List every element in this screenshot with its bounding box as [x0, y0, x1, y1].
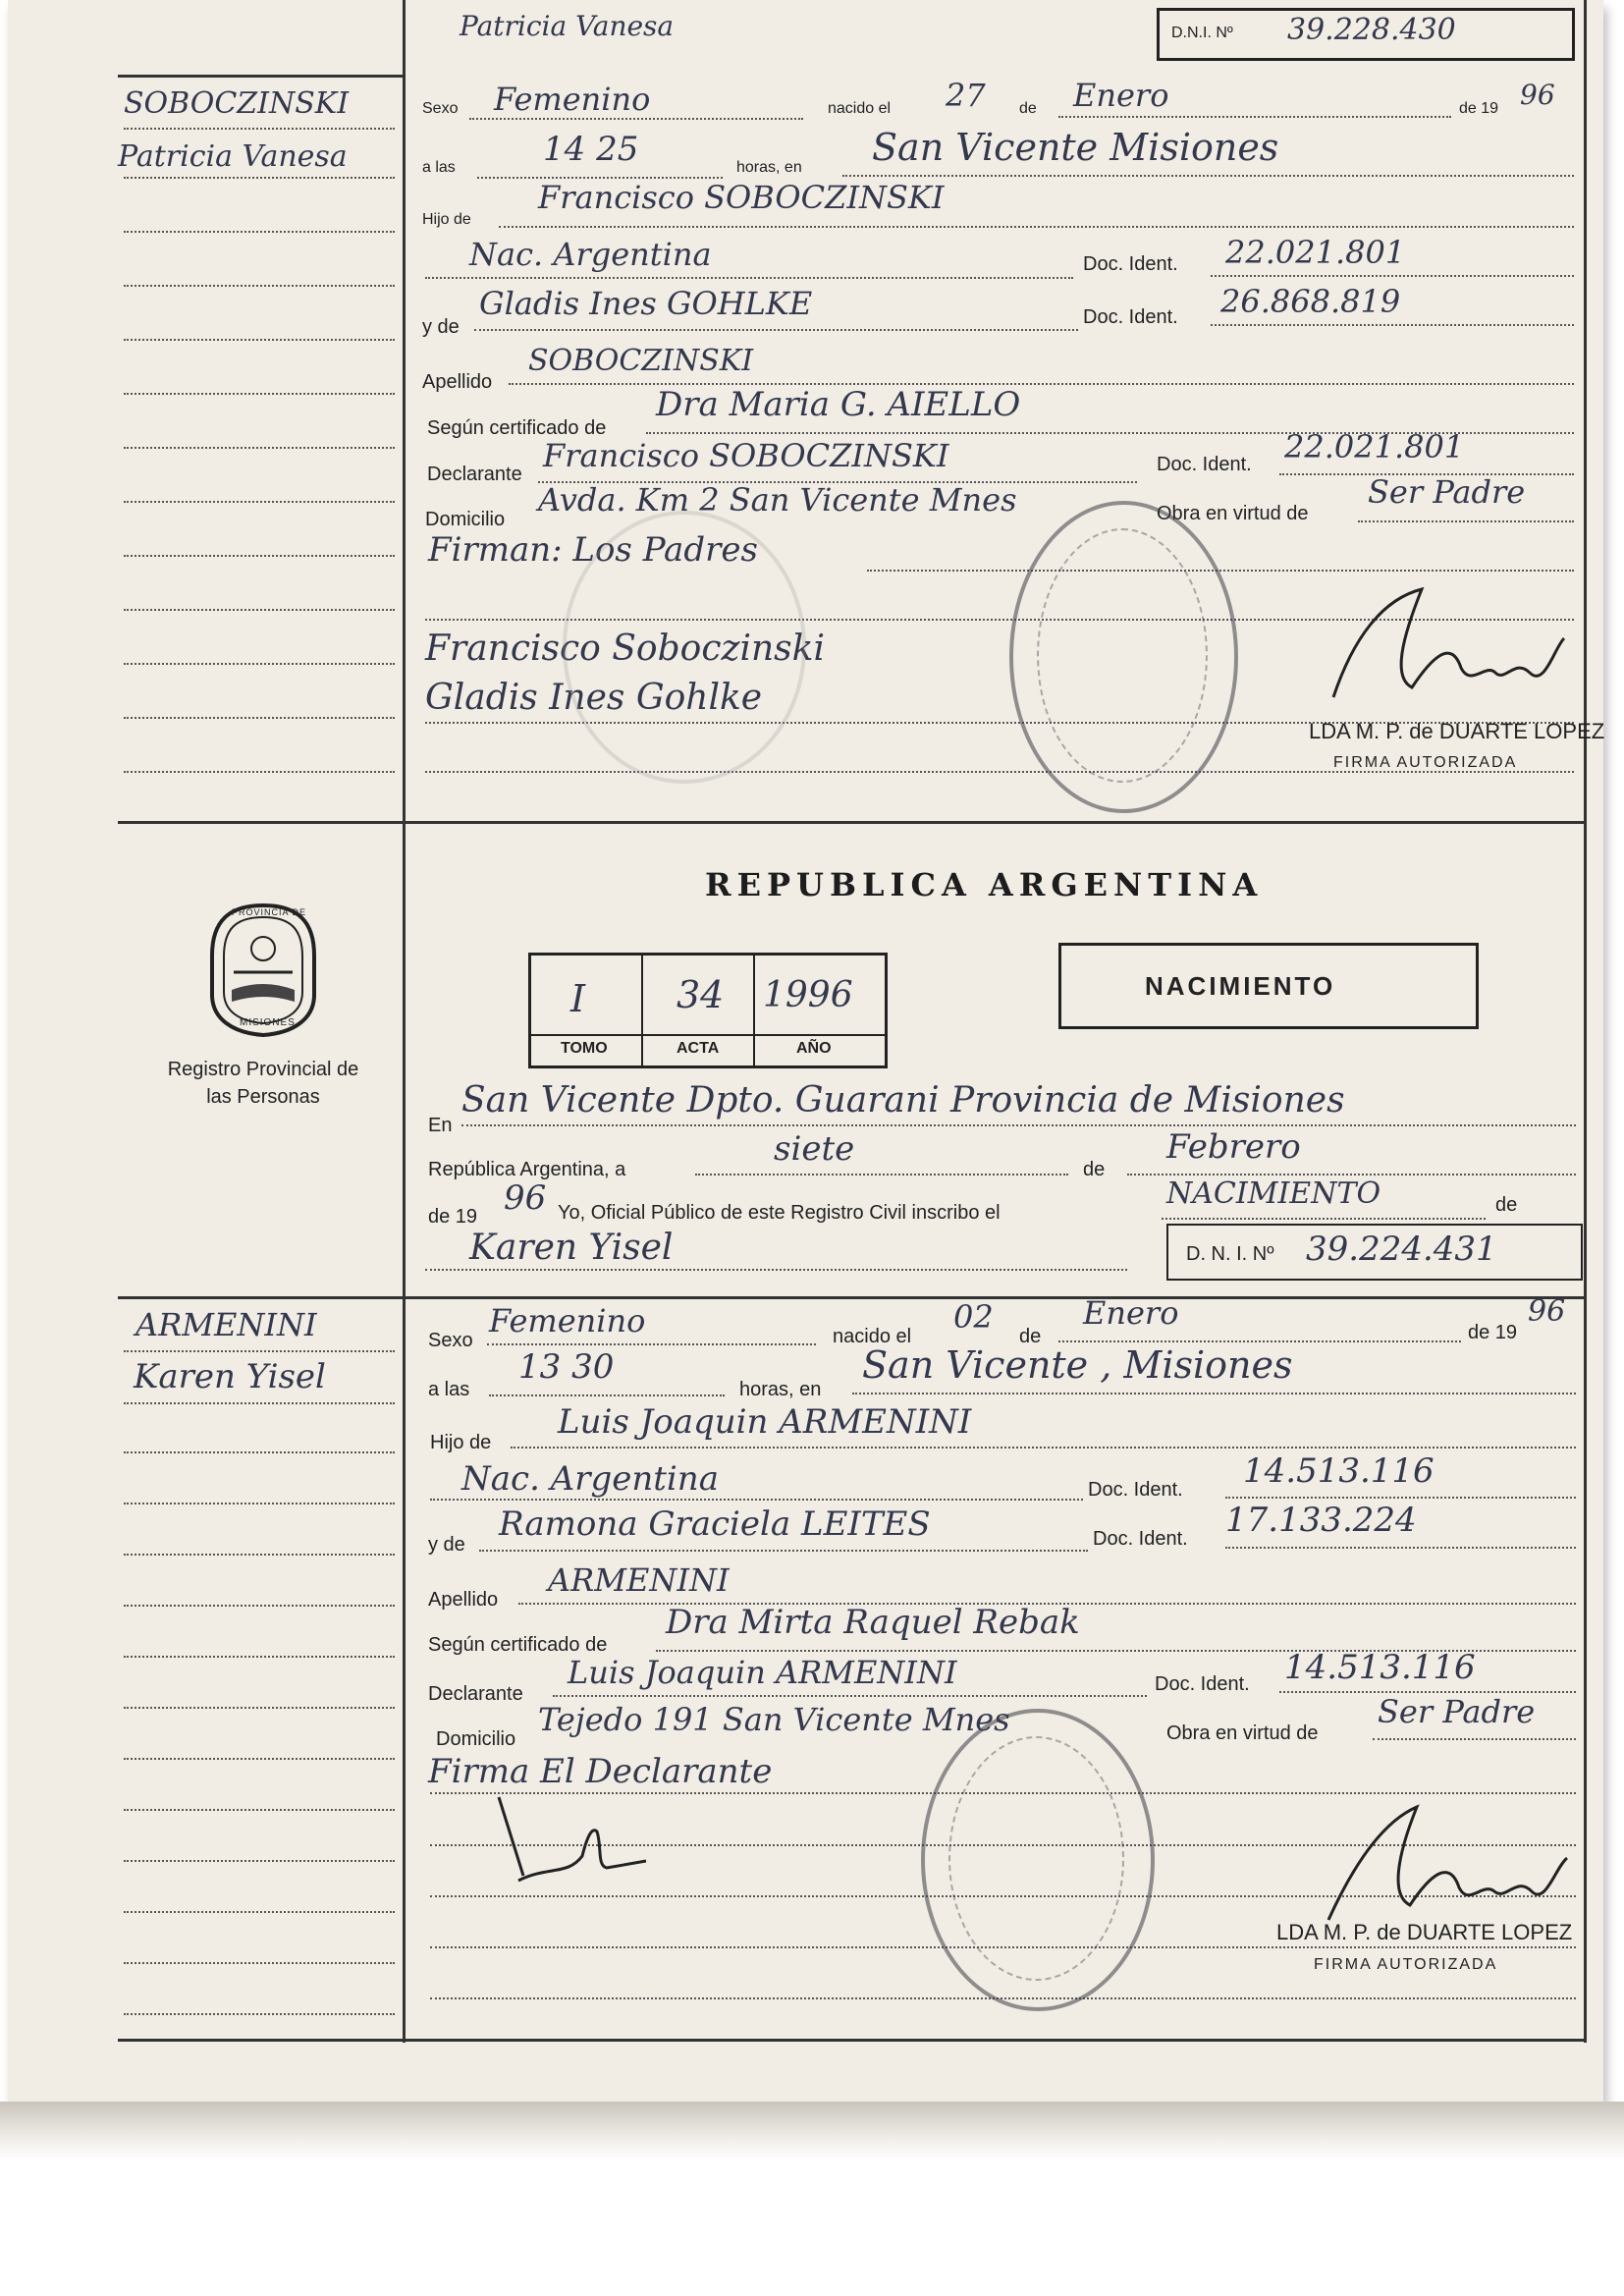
value-padre-nac-1: Nac. Argentina — [469, 236, 712, 273]
label-docid-padre-1: Doc. Ident. — [1083, 253, 1178, 275]
value-sexo-1: Femenino — [494, 81, 651, 118]
page-shadow — [0, 2102, 1624, 2160]
top-border-left — [118, 75, 403, 78]
label-nacido-1: nacido el — [828, 100, 892, 117]
label-docid-madre-1: Doc. Ident. — [1083, 306, 1178, 328]
declarante-signature-2 — [489, 1787, 666, 1895]
label-anio-2: de 19 — [1468, 1322, 1518, 1343]
anio-label: AÑO — [796, 1040, 832, 1057]
official-stamp-1 — [1009, 501, 1238, 813]
value-declarante-1: Francisco SOBOCZINSKI — [543, 437, 949, 474]
registry-page — [8, 0, 1603, 2102]
right-border — [1584, 0, 1587, 2043]
country-title: REPUBLICA ARGENTINA — [705, 866, 1264, 903]
signature-firma1-1: Francisco Soboczinski — [425, 629, 825, 669]
label-declarante-1: Declarante — [427, 464, 522, 485]
faded-stamp-1 — [563, 511, 806, 784]
label-sexo-2: Sexo — [428, 1330, 473, 1351]
label-horas-en-1: horas, en — [736, 159, 802, 176]
value-obra-1: Ser Padre — [1368, 473, 1526, 511]
section-divider — [118, 821, 1586, 824]
value-dia-intro-2: siete — [774, 1129, 855, 1169]
value-anio-1: 96 — [1520, 79, 1555, 111]
margin-given-1: Patricia Vanesa — [118, 139, 348, 174]
left-margin-divider — [403, 0, 406, 2043]
value-domicilio-2: Tejedo 191 San Vicente Mnes — [538, 1701, 1010, 1738]
label-hijo-2: Hijo de — [430, 1432, 492, 1453]
value-dia-1: 27 — [946, 77, 986, 114]
seal-bottom-text: MISIONES — [240, 1017, 296, 1028]
seal-top-text: PROVINCIA DE — [232, 907, 307, 917]
label-hijo-1: Hijo de — [422, 211, 471, 228]
label-segun-2: Según certificado de — [428, 1634, 608, 1656]
official-signature-2 — [1314, 1797, 1579, 1935]
value-declarante-doc-2: 14.513.116 — [1284, 1648, 1476, 1687]
label-docid-madre-2: Doc. Ident. — [1093, 1528, 1188, 1550]
label-de-intro-2: de — [1083, 1159, 1106, 1180]
value-firma-2: Firma El Declarante — [428, 1752, 773, 1791]
label-docid-declarante-1: Doc. Ident. — [1157, 454, 1252, 475]
label-domicilio-2: Domicilio — [436, 1728, 516, 1750]
value-apellido-1: SOBOCZINSKI — [528, 344, 754, 378]
value-padre-nac-2: Nac. Argentina — [461, 1459, 719, 1499]
value-apellido-2: ARMENINI — [548, 1561, 730, 1599]
label-segun-1: Según certificado de — [427, 417, 607, 439]
label-docid-padre-2: Doc. Ident. — [1088, 1479, 1183, 1501]
value-madre-doc-2: 17.133.224 — [1225, 1501, 1417, 1540]
registro-name: Registro Provincial de las Personas — [167, 1059, 359, 1108]
tomo-label: TOMO — [561, 1040, 608, 1057]
label-obra-2: Obra en virtud de — [1166, 1722, 1319, 1744]
label-horas-en-2: horas, en — [739, 1379, 822, 1400]
top-partial-name: Patricia Vanesa — [460, 10, 675, 42]
label-republica-2: República Argentina, a — [428, 1159, 626, 1180]
value-hora-1: 14 25 — [543, 130, 639, 169]
official-signature-1 — [1314, 579, 1589, 717]
oficial-name-1: LDA M. P. de DUARTE LOPEZ — [1309, 719, 1605, 743]
value-madre-doc-1: 26.868.819 — [1220, 283, 1401, 320]
value-firman-1: Firman: Los Padres — [428, 530, 758, 570]
value-sexo-2: Femenino — [489, 1302, 646, 1339]
label-de-2: de — [1019, 1326, 1042, 1347]
section-divider-2 — [118, 1296, 1586, 1299]
firma-autorizada-2: FIRMA AUTORIZADA — [1314, 1956, 1498, 1973]
label-declarante-2: Declarante — [428, 1683, 523, 1705]
value-anio-intro-2: 96 — [504, 1178, 547, 1218]
label-sexo-1: Sexo — [422, 100, 459, 117]
label-de2-2: de — [1495, 1194, 1518, 1216]
label-de-1: de — [1019, 100, 1037, 117]
label-yo-2: Yo, Oficial Público de este Registro Civil inscribo el — [558, 1202, 1001, 1224]
value-lugar-1: San Vicente Misiones — [872, 126, 1279, 169]
value-lugar-2: San Vicente , Misiones — [862, 1343, 1293, 1387]
value-mes-2: Enero — [1083, 1294, 1179, 1332]
value-anio-2: 96 — [1528, 1294, 1566, 1329]
value-certificado-1: Dra Maria G. AIELLO — [656, 385, 1021, 424]
label-docid-declarante-2: Doc. Ident. — [1155, 1673, 1250, 1695]
value-hora-2: 13 30 — [518, 1347, 615, 1387]
firma-autorizada-1: FIRMA AUTORIZADA — [1333, 754, 1518, 771]
value-mes-1: Enero — [1073, 77, 1169, 114]
label-yde-1: y de — [422, 316, 460, 338]
label-domicilio-1: Domicilio — [425, 509, 506, 530]
label-yde-2: y de — [428, 1534, 465, 1556]
value-madre-2: Ramona Graciela LEITES — [499, 1504, 931, 1544]
tomo-value: I — [570, 977, 586, 1020]
anio-value: 1996 — [763, 975, 853, 1015]
label-de19-2: de 19 — [428, 1206, 478, 1228]
value-lugar-intro-2: San Vicente Dpto. Guarani Provincia de Misiones — [461, 1080, 1345, 1121]
nacimiento-label: NACIMIENTO — [1145, 971, 1336, 1001]
value-madre-1: Gladis Ines GOHLKE — [479, 285, 813, 322]
dni-value-2: 39.224.431 — [1306, 1230, 1497, 1269]
value-padre-1: Francisco SOBOCZINSKI — [538, 179, 945, 216]
oficial-name-2: LDA M. P. de DUARTE LOPEZ — [1276, 1920, 1573, 1944]
acta-value: 34 — [677, 973, 725, 1016]
value-nombre-2: Karen Yisel — [469, 1228, 674, 1268]
margin-surname-1: SOBOCZINSKI — [124, 86, 350, 121]
value-declarante-doc-1: 22.021.801 — [1284, 428, 1465, 465]
signature-firma2-1: Gladis Ines Gohlke — [425, 678, 763, 718]
dni-label-2: D. N. I. Nº — [1186, 1243, 1274, 1265]
dni-box-2 — [1166, 1224, 1583, 1281]
label-apellido-1: Apellido — [422, 371, 493, 393]
top-dni-box — [1157, 8, 1575, 61]
label-en-2: En — [428, 1115, 453, 1136]
label-alas-1: a las — [422, 159, 456, 176]
value-dia-2: 02 — [953, 1298, 994, 1336]
bottom-border — [118, 2039, 1586, 2042]
value-padre-2: Luis Joaquin ARMENINI — [558, 1402, 972, 1442]
label-obra-1: Obra en virtud de — [1157, 503, 1309, 524]
nacimiento-box — [1058, 943, 1479, 1029]
value-certificado-2: Dra Mirta Raquel Rebak — [666, 1603, 1080, 1642]
value-declarante-2: Luis Joaquin ARMENINI — [568, 1654, 957, 1691]
value-mes-intro-2: Febrero — [1166, 1127, 1301, 1167]
official-stamp-2 — [921, 1709, 1155, 2011]
top-dni-label: D.N.I. Nº — [1171, 25, 1233, 41]
margin-given-2: Karen Yisel — [134, 1357, 326, 1396]
value-padre-doc-2: 14.513.116 — [1243, 1451, 1435, 1491]
value-domicilio-1: Avda. Km 2 San Vicente Mnes — [538, 481, 1017, 519]
label-alas-2: a las — [428, 1379, 470, 1400]
top-dni-value: 39.228.430 — [1287, 13, 1456, 47]
label-anio-1: de 19 — [1459, 100, 1499, 117]
acta-label: ACTA — [677, 1040, 720, 1057]
margin-surname-2: ARMENINI — [135, 1306, 317, 1343]
value-obra-2: Ser Padre — [1378, 1693, 1536, 1730]
value-padre-doc-1: 22.021.801 — [1225, 234, 1406, 271]
label-apellido-2: Apellido — [428, 1589, 499, 1611]
value-acto-2: NACIMIENTO — [1166, 1176, 1381, 1211]
label-nacido-2: nacido el — [833, 1326, 912, 1347]
tomo-acta-anio-table — [528, 953, 888, 1068]
